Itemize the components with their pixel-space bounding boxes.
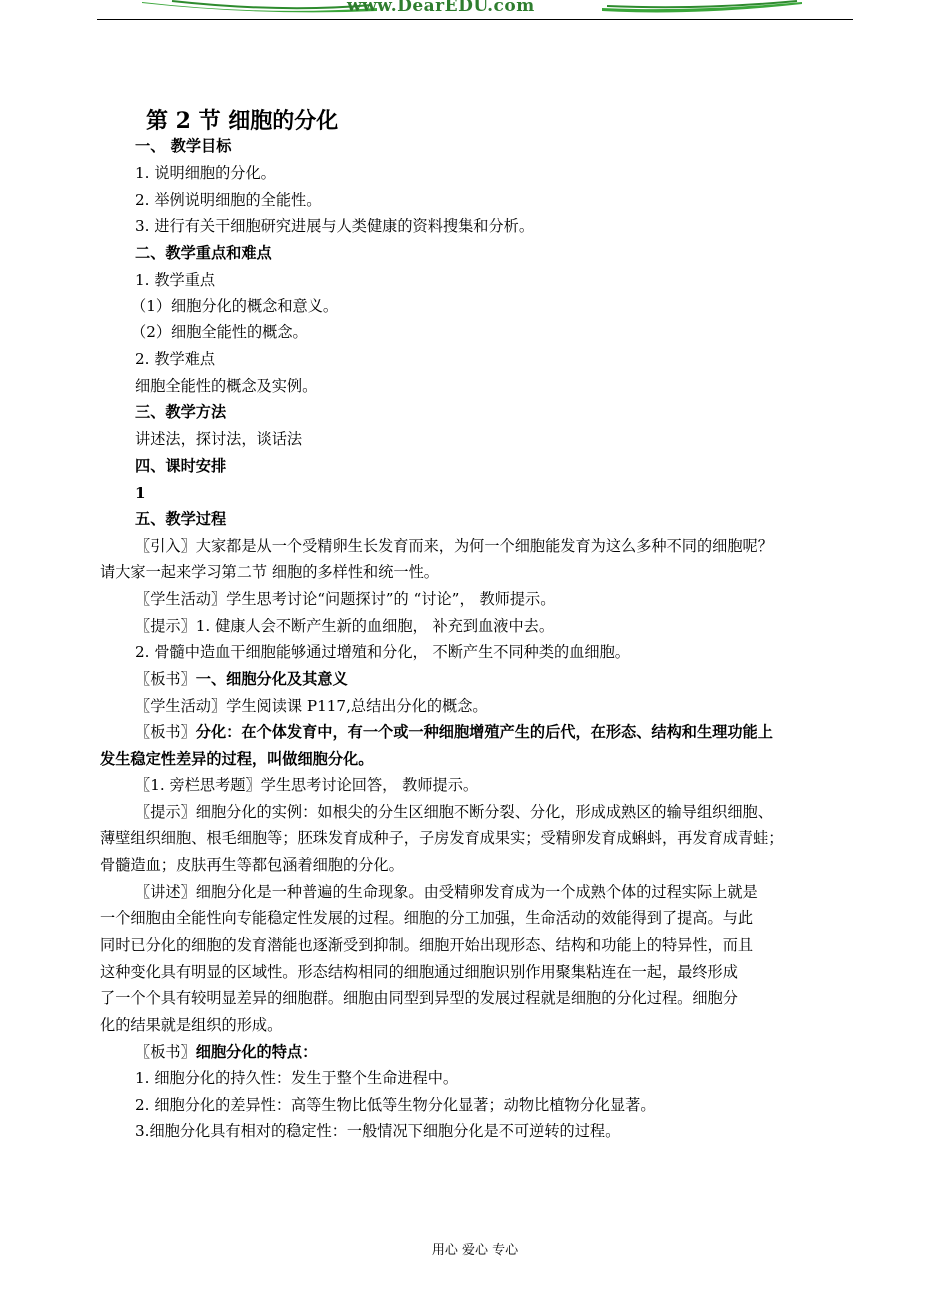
board-label: 〖板书〗 — [135, 723, 196, 741]
text-line — [135, 669, 348, 689]
text-line — [135, 1042, 317, 1062]
text-line: 请大家一起来学习第二节 细胞的多样性和统一性。 — [100, 563, 439, 581]
board-label: 〖板书〗 — [135, 1043, 196, 1061]
definition-text: 分化：在个体发育中，有一个或一种细胞增殖产生的后代，在形态、结构和生理功能上 — [195, 723, 773, 741]
text-line: 2. 举例说明细胞的全能性。 — [135, 191, 322, 209]
heading-process: 五、教学过程 — [135, 510, 227, 528]
heading-methods: 三、教学方法 — [135, 403, 227, 421]
page-header — [97, 0, 853, 22]
text-line: 细胞全能性的概念及实例。 — [135, 377, 318, 395]
board-label: 〖板书〗 — [135, 670, 196, 688]
text-line: 2. 教学难点 — [135, 350, 216, 368]
swoosh-right-icon — [602, 0, 802, 14]
text-line: 〖学生活动〗学生思考讨论“问题探讨”的 “讨论”， 教师提示。 — [135, 590, 556, 608]
swoosh-left-icon — [142, 0, 377, 14]
text-line: 〖引入〗大家都是从一个受精卵生长发育而来，为何一个细胞能发育为这么多种不同的细胞呢？ — [135, 537, 773, 555]
definition-text: 发生稳定性差异的过程，叫做细胞分化。 — [100, 750, 374, 768]
text-line: 3. 进行有关干细胞研究进展与人类健康的资料搜集和分析。 — [135, 217, 535, 235]
heading-characteristics: 细胞分化的特点： — [195, 1043, 318, 1061]
text-line: 〖学生活动〗学生阅读课 P117,总结出分化的概念。 — [135, 697, 488, 715]
text-line — [135, 722, 773, 742]
text-line: 2. 骨髓中造血干细胞能够通过增殖和分化， 不断产生不同种类的血细胞。 — [135, 643, 630, 661]
text-line: 〖讲述〗细胞分化是一种普遍的生命现象。由受精卵发育成为一个成熟个体的过程实际上就是 — [135, 883, 758, 901]
text-line: 讲述法，探讨法，谈话法 — [135, 430, 303, 448]
text-line: 〖提示〗细胞分化的实例：如根尖的分生区细胞不断分裂、分化，形成成熟区的输导组织细胞、 — [135, 803, 773, 821]
text-line: 1. 细胞分化的持久性：发生于整个生命进程中。 — [135, 1069, 459, 1087]
text-line: 薄壁组织细胞、根毛细胞等；胚珠发育成种子，子房发育成果实；受精卵发育成蝌蚪，再发育成青蛙； — [100, 829, 784, 847]
page-footer: 用心 爱心 专心 — [431, 1243, 519, 1258]
header-brand: www.DearEDU.com — [347, 0, 535, 16]
text-line: （1）细胞分化的概念和意义。 — [131, 297, 339, 315]
section-title: 第 2 节 细胞的分化 — [146, 108, 339, 134]
heading-schedule: 四、课时安排 — [135, 457, 227, 475]
text-line: 化的结果就是组织的形成。 — [100, 1016, 283, 1034]
text-line: 这种变化具有明显的区域性。形态结构相同的细胞通过细胞识别作用聚集粘连在一起，最终形成 — [100, 963, 738, 981]
text-line: （2）细胞全能性的概念。 — [131, 323, 308, 341]
text-line: 骨髓造血；皮肤再生等都包涵着细胞的分化。 — [100, 856, 404, 874]
text-line: 同时已分化的细胞的发育潜能也逐渐受到抑制。细胞开始出现形态、结构和功能上的特异性，而且 — [100, 936, 754, 954]
text-line: 一个细胞由全能性向专能稳定性发展的过程。细胞的分工加强，生命活动的效能得到了提高。与此 — [100, 909, 754, 927]
header-rule — [97, 19, 853, 20]
text-line: 〖提示〗1. 健康人会不断产生新的血细胞， 补充到血液中去。 — [135, 617, 555, 635]
text-line: 了一个个具有较明显差异的细胞群。细胞由同型到异型的发展过程就是细胞的分化过程。细胞分 — [100, 989, 738, 1007]
heading-key-points: 二、教学重点和难点 — [135, 244, 272, 262]
text-line: 3.细胞分化具有相对的稳定性：一般情况下细胞分化是不可逆转的过程。 — [135, 1122, 621, 1140]
text-line: 1. 教学重点 — [135, 271, 216, 289]
text-line: 2. 细胞分化的差异性：高等生物比低等生物分化显著；动物比植物分化显著。 — [135, 1096, 656, 1114]
text-line: 1 — [135, 484, 146, 502]
heading-differentiation: 一、细胞分化及其意义 — [195, 670, 348, 688]
heading-goals: 一、 教学目标 — [135, 137, 232, 155]
text-line: 〖1. 旁栏思考题〗学生思考讨论回答， 教师提示。 — [135, 776, 479, 794]
text-line: 1. 说明细胞的分化。 — [135, 164, 276, 182]
